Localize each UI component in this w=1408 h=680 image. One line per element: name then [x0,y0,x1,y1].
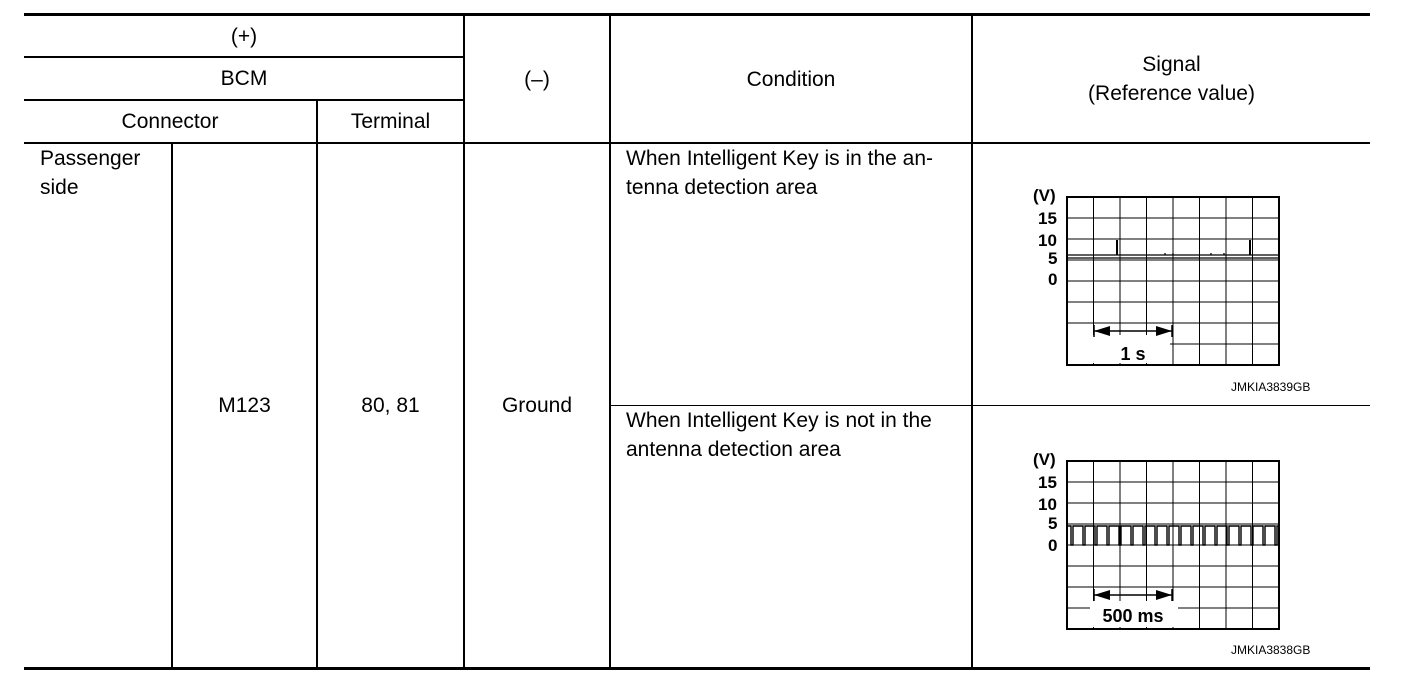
scope-2-tick-15: 15 [1038,473,1057,492]
scope-1-time-label: 1 s [1120,344,1146,364]
header-signal-line2: (Reference value) [1088,82,1255,105]
scope-2-time-marker [1090,589,1178,627]
header-condition [611,16,971,142]
scope-2-tick-5: 5 [1048,514,1058,533]
scope-2-caption: JMKIA3838GB [1231,643,1311,657]
cell-terminal [318,144,463,667]
scope-1-caption: JMKIA3839GB [1231,380,1311,394]
scope-2-unit: (V) [1033,450,1056,469]
oscilloscope-2 [1030,449,1290,634]
cell-condition-1 [626,144,970,405]
header-terminal-text: Terminal [350,110,431,133]
scope-1-unit: (V) [1033,186,1056,205]
header-terminal [318,101,463,142]
cell-connector [173,144,316,667]
scope-1-tick-15: 15 [1038,209,1057,228]
connector-side-line1: Passenger [40,147,141,170]
header-plus-text: (+) [230,24,258,48]
header-bcm-text: BCM [220,67,268,90]
scope-1-time-marker [1068,325,1172,364]
scope-1-y-labels [1033,186,1057,289]
scope-1-tick-5: 5 [1048,249,1058,268]
cell-connector-side [40,144,168,667]
connector-value: M123 [218,394,271,417]
scope-1-tick-10: 10 [1038,231,1057,250]
connector-side-line2: side [40,176,79,199]
cell-condition-2 [626,406,970,667]
condition-1-line2: tenna detection area [626,176,818,199]
terminal-value: 80, 81 [361,394,420,417]
minus-value: Ground [501,394,573,417]
oscilloscope-1 [1030,185,1290,370]
header-condition-text: Condition [746,67,836,91]
condition-2-line2: antenna detection area [626,438,841,461]
scope-1-tick-0: 0 [1048,270,1058,289]
scope-2-time-label: 500 ms [1102,606,1164,626]
header-minus-text: (–) [524,67,550,91]
header-connector-text: Connector [121,110,219,133]
header-minus [465,16,609,142]
header-bcm [24,58,464,99]
scope-2-tick-10: 10 [1038,495,1057,514]
header-plus [24,16,464,56]
table-bottom-rule [24,667,1370,670]
condition-2-line1: When Intelligent Key is not in the [626,409,932,432]
scope-2-tick-0: 0 [1048,536,1058,555]
scope-2-y-labels [1033,450,1057,555]
header-connector [24,101,316,142]
cell-ground [465,144,609,667]
header-signal [973,16,1370,142]
header-signal-line1: Signal [1142,53,1201,76]
condition-1-line1: When Intelligent Key is in the an- [626,147,934,170]
